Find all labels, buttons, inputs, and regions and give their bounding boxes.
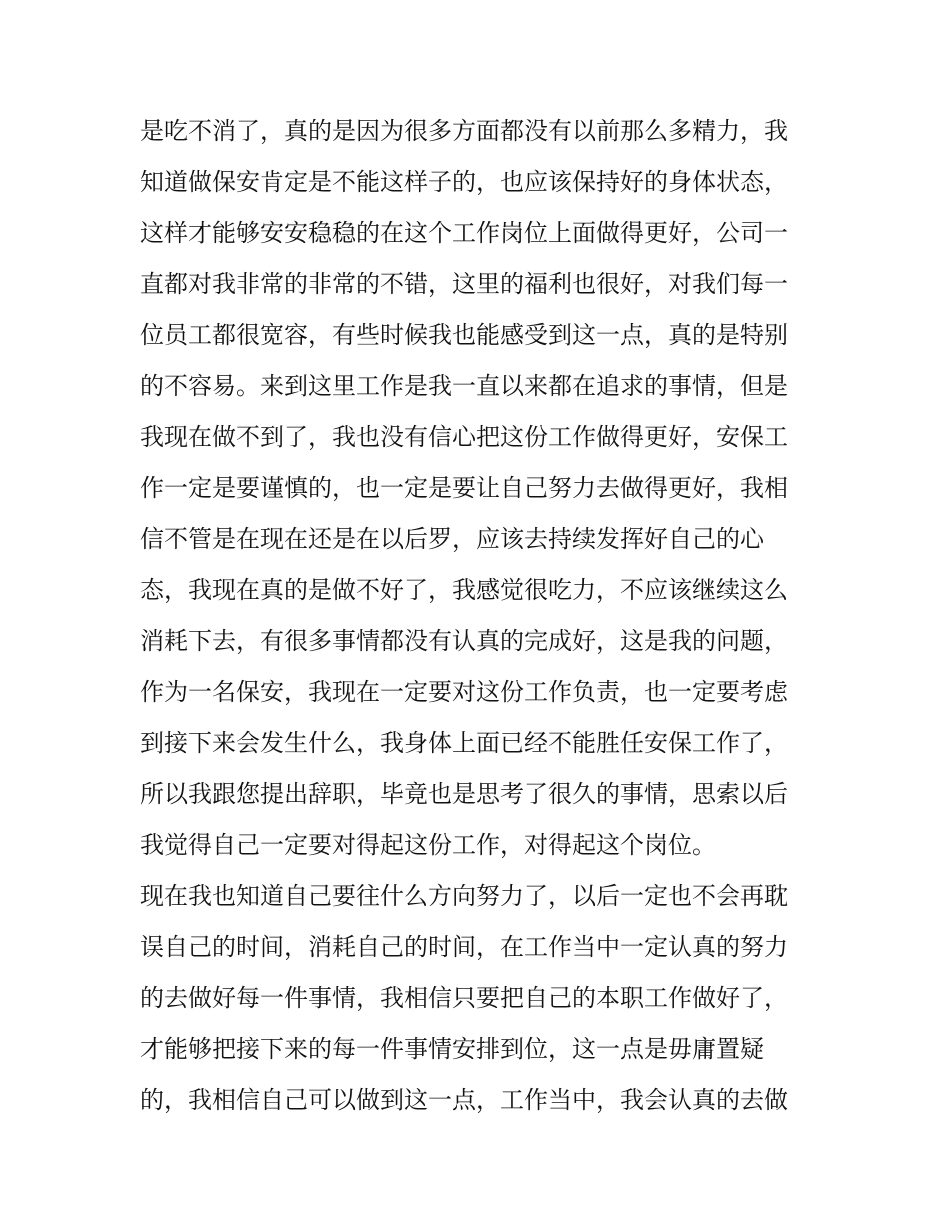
- text-line: 现在我也知道自己要往什么方向努力了，以后一定也不会再耽: [140, 882, 788, 910]
- text-line: 所以我跟您提出辞职，毕竟也是思考了很久的事情，思索以后: [140, 780, 788, 808]
- text-line: 的去做好每一件事情，我相信只要把自己的本职工作做好了，: [140, 984, 788, 1012]
- text-line: 是吃不消了，真的是因为很多方面都没有以前那么多精力，我: [140, 117, 788, 145]
- body-text: [140, 106, 820, 1126]
- text-line: 消耗下去，有很多事情都没有认真的完成好，这是我的问题，: [140, 627, 788, 655]
- text-line: 态，我现在真的是做不好了，我感觉很吃力，不应该继续这么: [140, 576, 788, 604]
- text-line: 这样才能够安安稳稳的在这个工作岗位上面做得更好，公司一: [140, 219, 788, 247]
- text-line: 到接下来会发生什么，我身体上面已经不能胜任安保工作了，: [140, 729, 788, 757]
- text-line: 我现在做不到了，我也没有信心把这份工作做得更好，安保工: [140, 423, 788, 451]
- text-line: 知道做保安肯定是不能这样子的，也应该保持好的身体状态，: [140, 168, 788, 196]
- text-line: 位员工都很宽容，有些时候我也能感受到这一点，真的是特别: [140, 321, 788, 349]
- text-line: 作为一名保安，我现在一定要对这份工作负责，也一定要考虑: [140, 678, 788, 706]
- text-line: 的不容易。来到这里工作是我一直以来都在追求的事情，但是: [140, 372, 788, 400]
- text-line: 的，我相信自己可以做到这一点，工作当中，我会认真的去做: [140, 1086, 788, 1114]
- text-line: 作一定是要谨慎的，也一定是要让自己努力去做得更好，我相: [140, 474, 788, 502]
- text-line: 信不管是在现在还是在以后罗，应该去持续发挥好自己的心: [140, 525, 764, 553]
- text-line: 我觉得自己一定要对得起这份工作，对得起这个岗位。: [140, 831, 716, 859]
- text-line: 直都对我非常的非常的不错，这里的福利也很好，对我们每一: [140, 270, 788, 298]
- text-line: 才能够把接下来的每一件事情安排到位，这一点是毋庸置疑: [140, 1035, 764, 1063]
- text-line: 误自己的时间，消耗自己的时间，在工作当中一定认真的努力: [140, 933, 788, 961]
